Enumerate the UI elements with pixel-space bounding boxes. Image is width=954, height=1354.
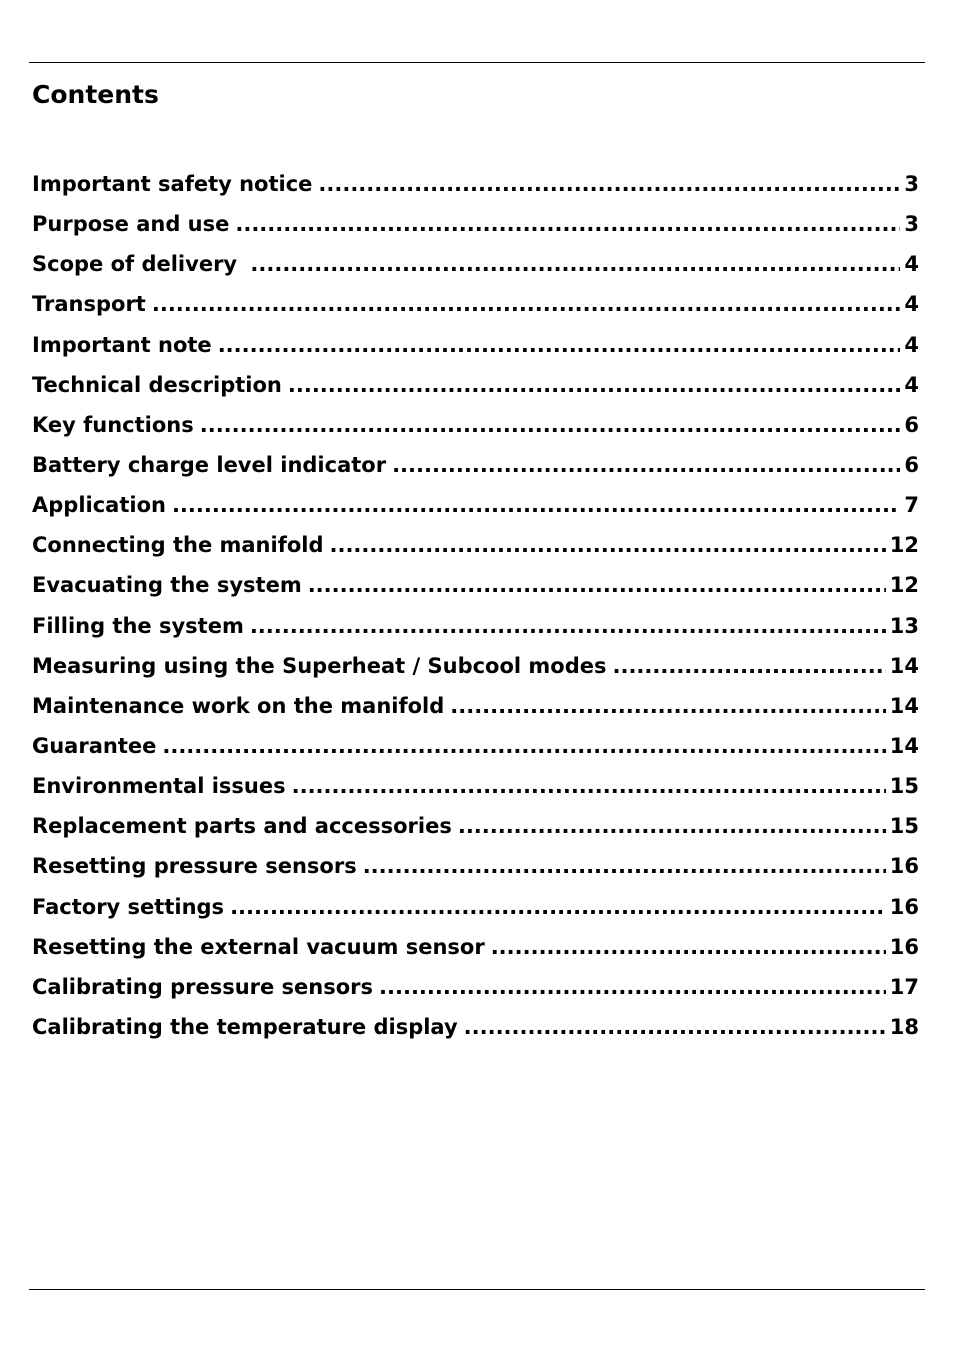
toc-dot-leader <box>152 290 901 318</box>
toc-entry[interactable] <box>32 250 919 290</box>
toc-entry[interactable] <box>32 933 919 973</box>
toc-dot-leader <box>491 933 886 961</box>
toc-entry[interactable] <box>32 451 919 491</box>
toc-entry-title: Technical description <box>32 372 282 397</box>
toc-entry[interactable] <box>32 571 919 611</box>
toc-entry[interactable] <box>32 531 919 571</box>
toc-dot-leader <box>363 852 886 880</box>
toc-entry[interactable] <box>32 1013 919 1053</box>
toc-entry-page: 15 <box>889 774 919 799</box>
toc-entry-page: 12 <box>889 573 919 598</box>
toc-dot-leader <box>330 531 886 559</box>
toc-entry-title: Key functions <box>32 412 194 437</box>
toc-entry-title: Evacuating the system <box>32 573 302 598</box>
toc-dot-leader <box>250 612 886 640</box>
toc-dot-leader <box>379 973 886 1001</box>
toc-entry-page: 14 <box>889 693 919 718</box>
toc-entry-title: Filling the system <box>32 613 244 638</box>
toc-entry-title: Resetting pressure sensors <box>32 854 357 879</box>
toc-entry[interactable] <box>32 491 919 531</box>
toc-entry[interactable] <box>32 692 919 732</box>
toc-entry[interactable] <box>32 612 919 652</box>
page-title: Contents <box>32 80 159 109</box>
toc-dot-leader <box>458 812 886 840</box>
toc-entry-title: Battery charge level indicator <box>32 452 387 477</box>
toc-entry[interactable] <box>32 973 919 1013</box>
toc-entry-page: 15 <box>889 814 919 839</box>
toc-entry[interactable] <box>32 411 919 451</box>
toc-entry-page: 18 <box>889 1014 919 1039</box>
toc-entry-page: 6 <box>904 452 919 477</box>
toc-entry-title: Calibrating the temperature display <box>32 1014 458 1039</box>
toc-entry[interactable] <box>32 772 919 812</box>
toc-entry-page: 4 <box>904 372 919 397</box>
toc-entry[interactable] <box>32 812 919 852</box>
toc-entry[interactable] <box>32 371 919 411</box>
toc-entry-title: Guarantee <box>32 733 157 758</box>
toc-entry-page: 16 <box>889 854 919 879</box>
toc-entry-title: Important note <box>32 332 212 357</box>
toc-entry-title: Factory settings <box>32 894 225 919</box>
toc-entry-page: 14 <box>889 653 919 678</box>
toc-dot-leader <box>288 371 900 399</box>
toc-entry-page: 3 <box>904 172 919 196</box>
header-rule <box>29 62 925 63</box>
toc-entry-title: Purpose and use <box>32 212 230 237</box>
toc-entry-page: 16 <box>889 934 919 959</box>
toc-dot-leader <box>200 411 901 439</box>
toc-entry-page: 6 <box>904 412 919 437</box>
toc-entry[interactable] <box>32 852 919 892</box>
footer-rule <box>29 1289 925 1290</box>
toc-dot-leader <box>308 571 886 599</box>
toc-entry-title: Resetting the external vacuum sensor <box>32 934 485 959</box>
toc-dot-leader <box>235 210 900 238</box>
toc-entry-page: 17 <box>889 974 919 999</box>
toc-entry-title: Measuring using the Superheat / Subcool modes <box>32 653 607 678</box>
toc-entry-title: Connecting the manifold <box>32 533 324 558</box>
toc-entry-title: Maintenance work on the manifold <box>32 693 445 718</box>
toc-dot-leader <box>218 331 901 359</box>
toc-dot-leader <box>613 652 886 680</box>
toc-entry[interactable] <box>32 652 919 692</box>
toc-entry-page: 4 <box>904 292 919 317</box>
toc-entry[interactable] <box>32 893 919 933</box>
toc-entry-page: 7 <box>904 493 919 518</box>
toc-dot-leader <box>450 692 886 720</box>
toc-dot-leader <box>464 1013 886 1041</box>
toc-entry-title: Application <box>32 493 166 518</box>
table-of-contents <box>32 170 919 1053</box>
toc-entry-page: 4 <box>904 332 919 357</box>
toc-entry[interactable] <box>32 331 919 371</box>
toc-entry[interactable] <box>32 732 919 772</box>
toc-entry[interactable] <box>32 170 919 210</box>
toc-dot-leader <box>230 893 886 921</box>
toc-dot-leader <box>292 772 886 800</box>
toc-entry[interactable] <box>32 290 919 330</box>
toc-entry-title: Scope of delivery <box>32 252 245 277</box>
toc-dot-leader <box>392 451 900 479</box>
toc-entry-page: 14 <box>889 733 919 758</box>
toc-entry-page: 16 <box>889 894 919 919</box>
toc-entry-page: 4 <box>904 252 919 277</box>
toc-entry-title: Replacement parts and accessories <box>32 814 452 839</box>
toc-dot-leader <box>162 732 885 760</box>
toc-entry-page: 12 <box>889 533 919 558</box>
toc-entry[interactable] <box>32 210 919 250</box>
toc-entry-page: 13 <box>889 613 919 638</box>
toc-entry-title: Important safety notice <box>32 172 313 196</box>
toc-dot-leader <box>318 170 900 198</box>
toc-entry-title: Calibrating pressure sensors <box>32 974 374 999</box>
toc-entry-title: Environmental issues <box>32 774 286 799</box>
toc-entry-page: 3 <box>904 212 919 237</box>
toc-dot-leader <box>250 250 900 278</box>
toc-dot-leader <box>172 491 900 519</box>
toc-entry-title: Transport <box>32 292 146 317</box>
